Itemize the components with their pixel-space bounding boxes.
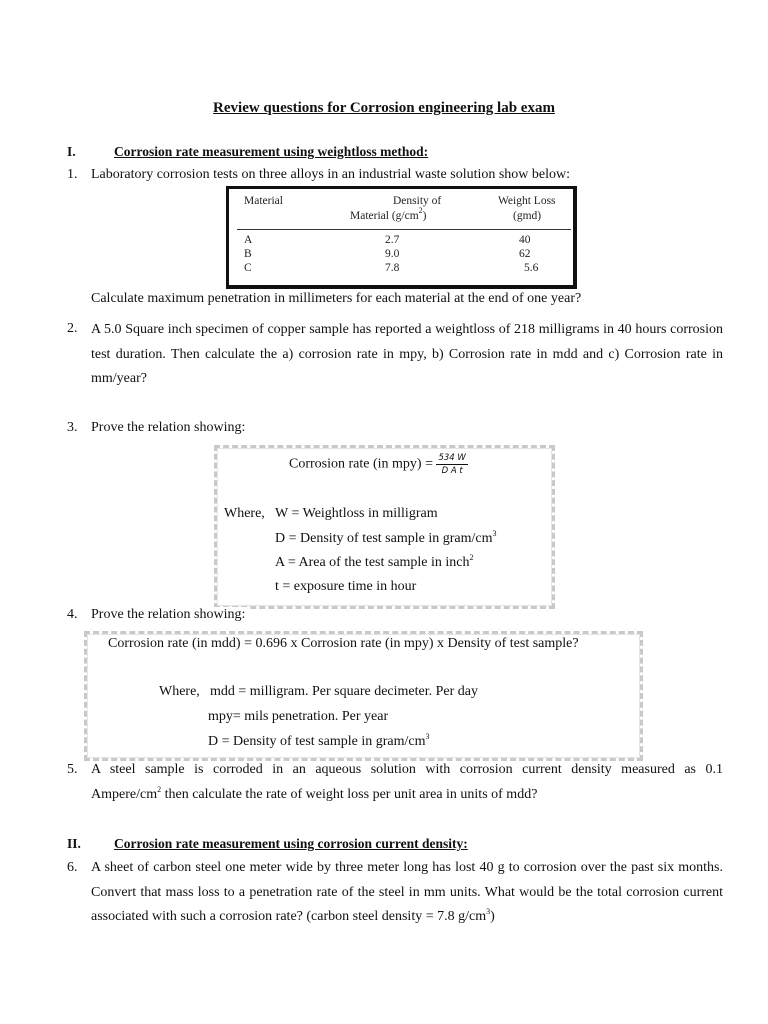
table-cell: 40 <box>519 234 531 246</box>
table-cell: B <box>244 248 252 260</box>
table-header-weight-loss: Weight Loss <box>498 195 556 207</box>
question-text: A sheet of carbon steel one meter wide by three meter long has lost 40 g to corrosion over the past six months. Convert that mass loss to a penetration rate of the steel in mm units. What would be the total corrosion current associated with such a corrosion rate? (carbon steel density = 7.8 $g/cm^3$) <box>91 860 723 924</box>
table-header-material: Material <box>244 195 283 207</box>
question-text-line1: A steel sample is corroded in an aqueous solution with corrosion current density measured as 0.1 <box>91 762 723 777</box>
question-number: 4. <box>67 607 78 622</box>
definition-mpy: mpy= mils penetration. Per year <box>208 709 389 724</box>
formula-mdd: Corrosion rate (in mdd) = 0.696 x Corrosion rate (in mpy) x Density of test sample? <box>108 636 579 651</box>
question-text: Calculate maximum penetration in millimeters for each material at the end of one year? <box>91 291 582 306</box>
question-text: Laboratory corrosion tests on three alloys in an industrial waste solution show below: <box>91 167 571 182</box>
definition-w: W = Weightloss in milligram <box>275 506 438 521</box>
table-header-density-unit: Material $(g/cm^2)$ <box>350 206 427 222</box>
section-title: Corrosion rate measurement using corrosion current density: <box>114 836 468 851</box>
question-text: Prove the relation showing: <box>91 420 246 435</box>
section-number: II. <box>67 836 81 851</box>
table-header-density: Density of <box>393 195 442 207</box>
where-label: Where, <box>224 506 265 521</box>
formula-fraction: $\frac{534 W}{\text{D A t}}$ <box>438 453 466 476</box>
table-cell: 2.7 <box>385 234 400 246</box>
question-number: 1. <box>67 167 78 182</box>
definition-d: D = Density of test sample in gram/$cm^3$ <box>275 529 497 546</box>
alloy-data-table <box>226 186 577 289</box>
question-text: A 5.0 Square inch specimen of copper sample has reported a weightloss of 218 milligrams in 40 hours corrosion test duration. Then calculate the a) corrosion rate in mpy, b) Corrosion rate in mdd and c) Corrosion rate in mm/year? <box>91 322 723 386</box>
table-header-weight-unit: (gmd) <box>513 210 542 222</box>
question-number: 6. <box>67 860 78 875</box>
table-cell: A <box>244 234 253 246</box>
question-number: 5. <box>67 762 78 777</box>
question-text-line2: Ampere/$cm^2$ then calculate the rate of weight loss per unit area in units of mdd? <box>91 785 538 802</box>
definition-mdd: mdd = milligram. Per square decimeter. Per day <box>210 684 478 699</box>
table-cell: 7.8 <box>385 262 400 274</box>
table-cell: 62 <box>519 248 531 260</box>
definition-a: A = Area of the test sample in inch$^2$ <box>275 553 474 570</box>
question-number: 3. <box>67 420 78 435</box>
definition-d: D = Density of test sample in gram/$cm^3$ <box>208 732 430 749</box>
section-number: I. <box>67 144 76 159</box>
table-cell: 5.6 <box>524 262 539 274</box>
table-rule <box>237 229 571 230</box>
where-label: Where, <box>159 684 200 699</box>
page-title: Review questions for Corrosion engineering lab exam <box>213 100 555 116</box>
section-title: Corrosion rate measurement using weightloss method: <box>114 144 429 159</box>
question-text: Prove the relation showing: <box>91 607 246 622</box>
definition-t: t = exposure time in hour <box>275 579 417 594</box>
question-number: 2. <box>67 321 78 336</box>
formula-mpy: Corrosion rate (in mpy) = $\frac{534 W}{\text{D A t}}$ <box>289 453 466 476</box>
table-cell: C <box>244 262 252 274</box>
table-cell: 9.0 <box>385 248 400 260</box>
